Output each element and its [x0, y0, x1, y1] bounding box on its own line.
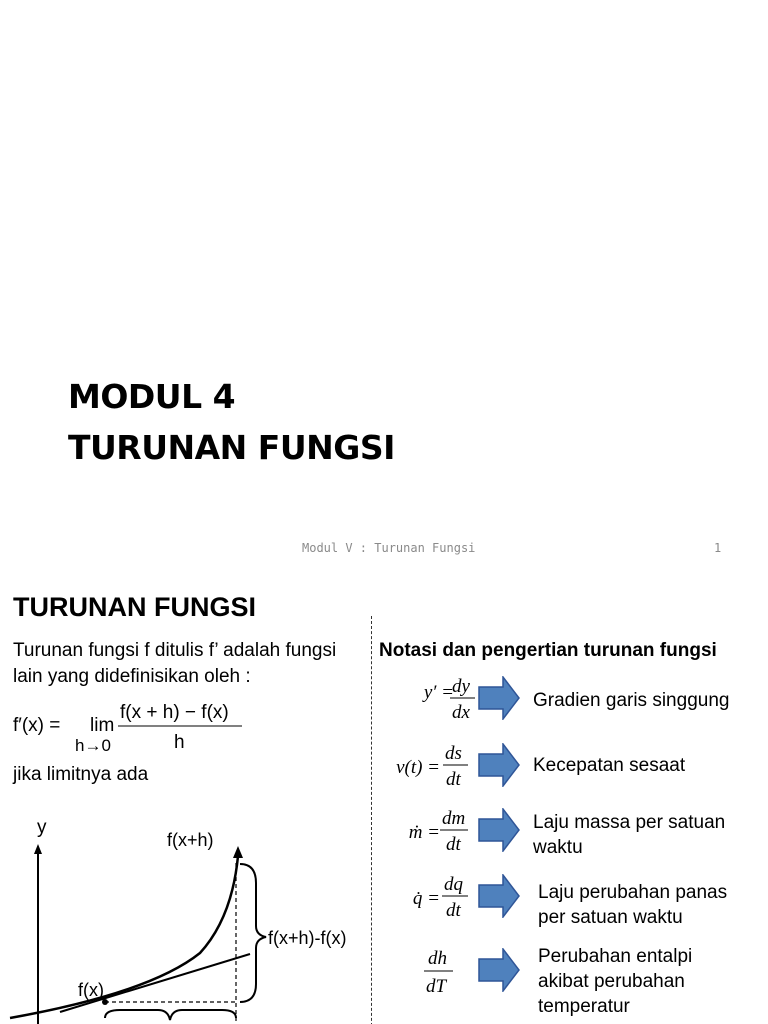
notation-row	[380, 940, 768, 1017]
y-axis-arrowhead	[34, 844, 42, 854]
notation-lhs: y′ =	[423, 682, 454, 703]
horizontal-brace	[105, 1010, 236, 1020]
notation-description-line: temperatur	[538, 996, 630, 1017]
block-arrow-icon	[478, 676, 520, 720]
page-number: 1	[714, 541, 722, 555]
notation-description-line: Laju perubahan panas	[538, 882, 728, 903]
slide-title-line-1: MODUL 4	[68, 377, 236, 416]
notation-numerator: ds	[445, 743, 462, 764]
notation-formula	[380, 668, 475, 728]
notation-row	[380, 735, 768, 795]
notation-numerator: dh	[428, 948, 447, 969]
notation-formula	[380, 800, 475, 860]
slide-title-line-2: TURUNAN FUNGSI	[68, 428, 395, 467]
fx-label: f(x)	[78, 980, 104, 1000]
column-divider	[371, 616, 372, 1024]
notation-numerator: dm	[442, 808, 466, 829]
notation-description	[533, 688, 729, 713]
definition-lim: lim	[90, 715, 115, 736]
notation-denominator: dt	[446, 834, 461, 855]
notation-description	[533, 753, 685, 778]
slide-footer: Modul V : Turunan Fungsi	[302, 541, 476, 555]
curve-arrowhead	[233, 846, 243, 858]
notation-description	[538, 880, 727, 930]
derivative-definition-formula	[10, 696, 250, 756]
block-arrow-icon	[478, 743, 520, 787]
y-axis-label: y	[37, 817, 47, 838]
definition-lhs: f′(x) =	[13, 715, 61, 736]
vertical-brace	[240, 864, 266, 1002]
block-arrow-icon	[478, 948, 520, 992]
notation-description-line: Gradien garis singgung	[533, 690, 730, 711]
notation-denominator: dT	[426, 976, 447, 997]
notation-numerator: dy	[452, 676, 470, 697]
notation-formula	[380, 735, 475, 795]
slide-2-title: TURUNAN FUNGSI	[13, 592, 256, 622]
notation-row	[380, 668, 768, 728]
notation-row	[380, 866, 768, 926]
notation-description-line: Perubahan entalpi	[538, 946, 693, 967]
notation-formula	[380, 866, 475, 926]
notation-description-line: per satuan waktu	[538, 907, 683, 928]
notation-denominator: dt	[446, 900, 461, 921]
notation-formula	[380, 940, 475, 1000]
definition-lim-subscript: h→0	[75, 736, 111, 755]
fxh-label: f(x+h)	[167, 830, 214, 850]
notation-description	[533, 810, 725, 860]
notation-lhs: v(t) =	[396, 757, 440, 778]
notation-description-line: Laju massa per satuan	[533, 812, 726, 833]
slide-2	[0, 568, 768, 1024]
notation-lhs: q̇ =	[412, 888, 440, 909]
definition-numerator: f(x + h) − f(x)	[120, 702, 229, 723]
notation-row	[380, 800, 768, 860]
derivative-graph	[0, 808, 370, 1024]
limit-note: jika limitnya ada	[13, 764, 149, 785]
notation-description-line: waktu	[533, 837, 583, 858]
notation-numerator: dq	[444, 874, 463, 895]
notation-denominator: dx	[452, 702, 470, 723]
notation-description-line: akibat perubahan	[538, 971, 685, 992]
notation-description	[538, 944, 692, 1019]
intro-text: Turunan fungsi f ditulis f’ adalah fungsi lain yang didefinisikan oleh :	[13, 640, 337, 687]
block-arrow-icon	[478, 874, 520, 918]
notation-description-line: Kecepatan sesaat	[533, 755, 686, 776]
definition-denominator: h	[174, 732, 185, 753]
notation-denominator: dt	[446, 769, 461, 790]
notation-lhs: ṁ =	[408, 822, 440, 843]
block-arrow-icon	[478, 808, 520, 852]
notasi-title: Notasi dan pengertian turunan fungsi	[379, 640, 717, 661]
difference-label: f(x+h)-f(x)	[268, 928, 347, 948]
function-curve	[10, 856, 238, 1018]
